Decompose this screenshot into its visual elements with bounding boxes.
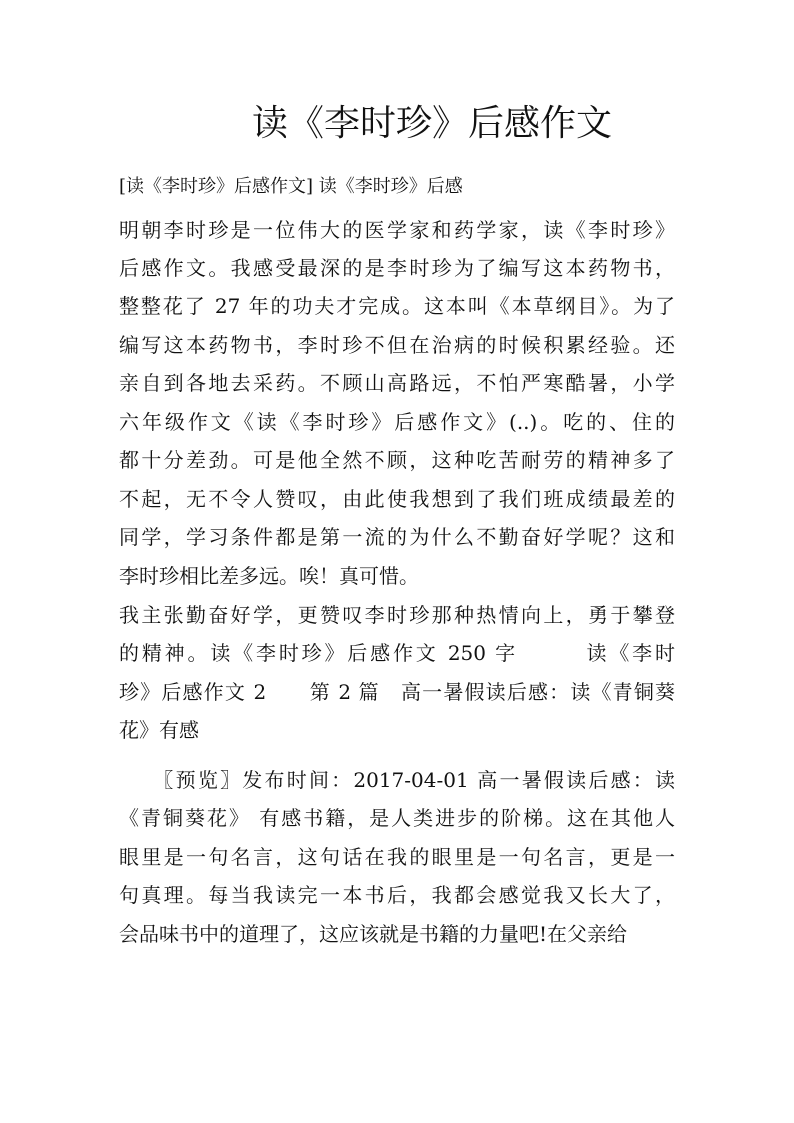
text-line: 整整花了 27 年的功夫才完成。这本叫《本草纲目》。为了	[119, 294, 675, 318]
document-subtitle: [读《李时珍》后感作文] 读《李时珍》后感	[119, 176, 463, 197]
text-line: 眼里是一句名言，这句话在我的眼里是一句名言，更是一	[119, 845, 675, 869]
text-line: 同学，学习条件都是第一流的为什么不勤奋好学呢？这和	[119, 525, 675, 549]
document-title: 读《李时珍》后感作文	[251, 103, 612, 144]
text-line: 不起，无不令人赞叹，由此使我想到了我们班成绩最差的	[119, 487, 675, 511]
text-line: 都十分差劲。可是他全然不顾，这种吃苦耐劳的精神多了	[119, 448, 675, 472]
text-line: 珍》后感作文 2 第 2 篇 高一暑假读后感：读《青铜葵	[119, 680, 675, 704]
text-line: 李时珍相比差多远。唉！真可惜。	[119, 564, 419, 588]
text-line: 《青铜葵花》 有感书籍，是人类进步的阶梯。这在其他人	[119, 806, 675, 830]
text-line: 亲自到各地去采药。不顾山高路远，不怕严寒酷暑，小学	[119, 371, 675, 395]
text-line: 会品味书中的道理了，这应该就是书籍的力量吧!在父亲给	[119, 922, 628, 946]
text-line: 句真理。每当我读完一本书后，我都会感觉我又长大了，	[119, 883, 675, 907]
text-line: 后感作文。我感受最深的是李时珍为了编写这本药物书，	[119, 256, 675, 280]
text-line: 花》有感	[119, 718, 199, 742]
text-line: 的精神。读《李时珍》后感作文 250 字 读《李时	[119, 641, 675, 665]
text-line: 六年级作文《读《李时珍》后感作文》(..)。吃的、住的	[119, 410, 675, 434]
text-line: 〖预览〗发布时间：2017-04-01 高一暑假读后感：读	[119, 768, 675, 792]
text-line: 编写这本药物书，李时珍不但在治病的时候积累经验。还	[119, 333, 675, 357]
text-line: 明朝李时珍是一位伟大的医学家和药学家，读《李时珍》	[119, 218, 675, 242]
text-line: 我主张勤奋好学，更赞叹李时珍那种热情向上，勇于攀登	[119, 603, 675, 627]
